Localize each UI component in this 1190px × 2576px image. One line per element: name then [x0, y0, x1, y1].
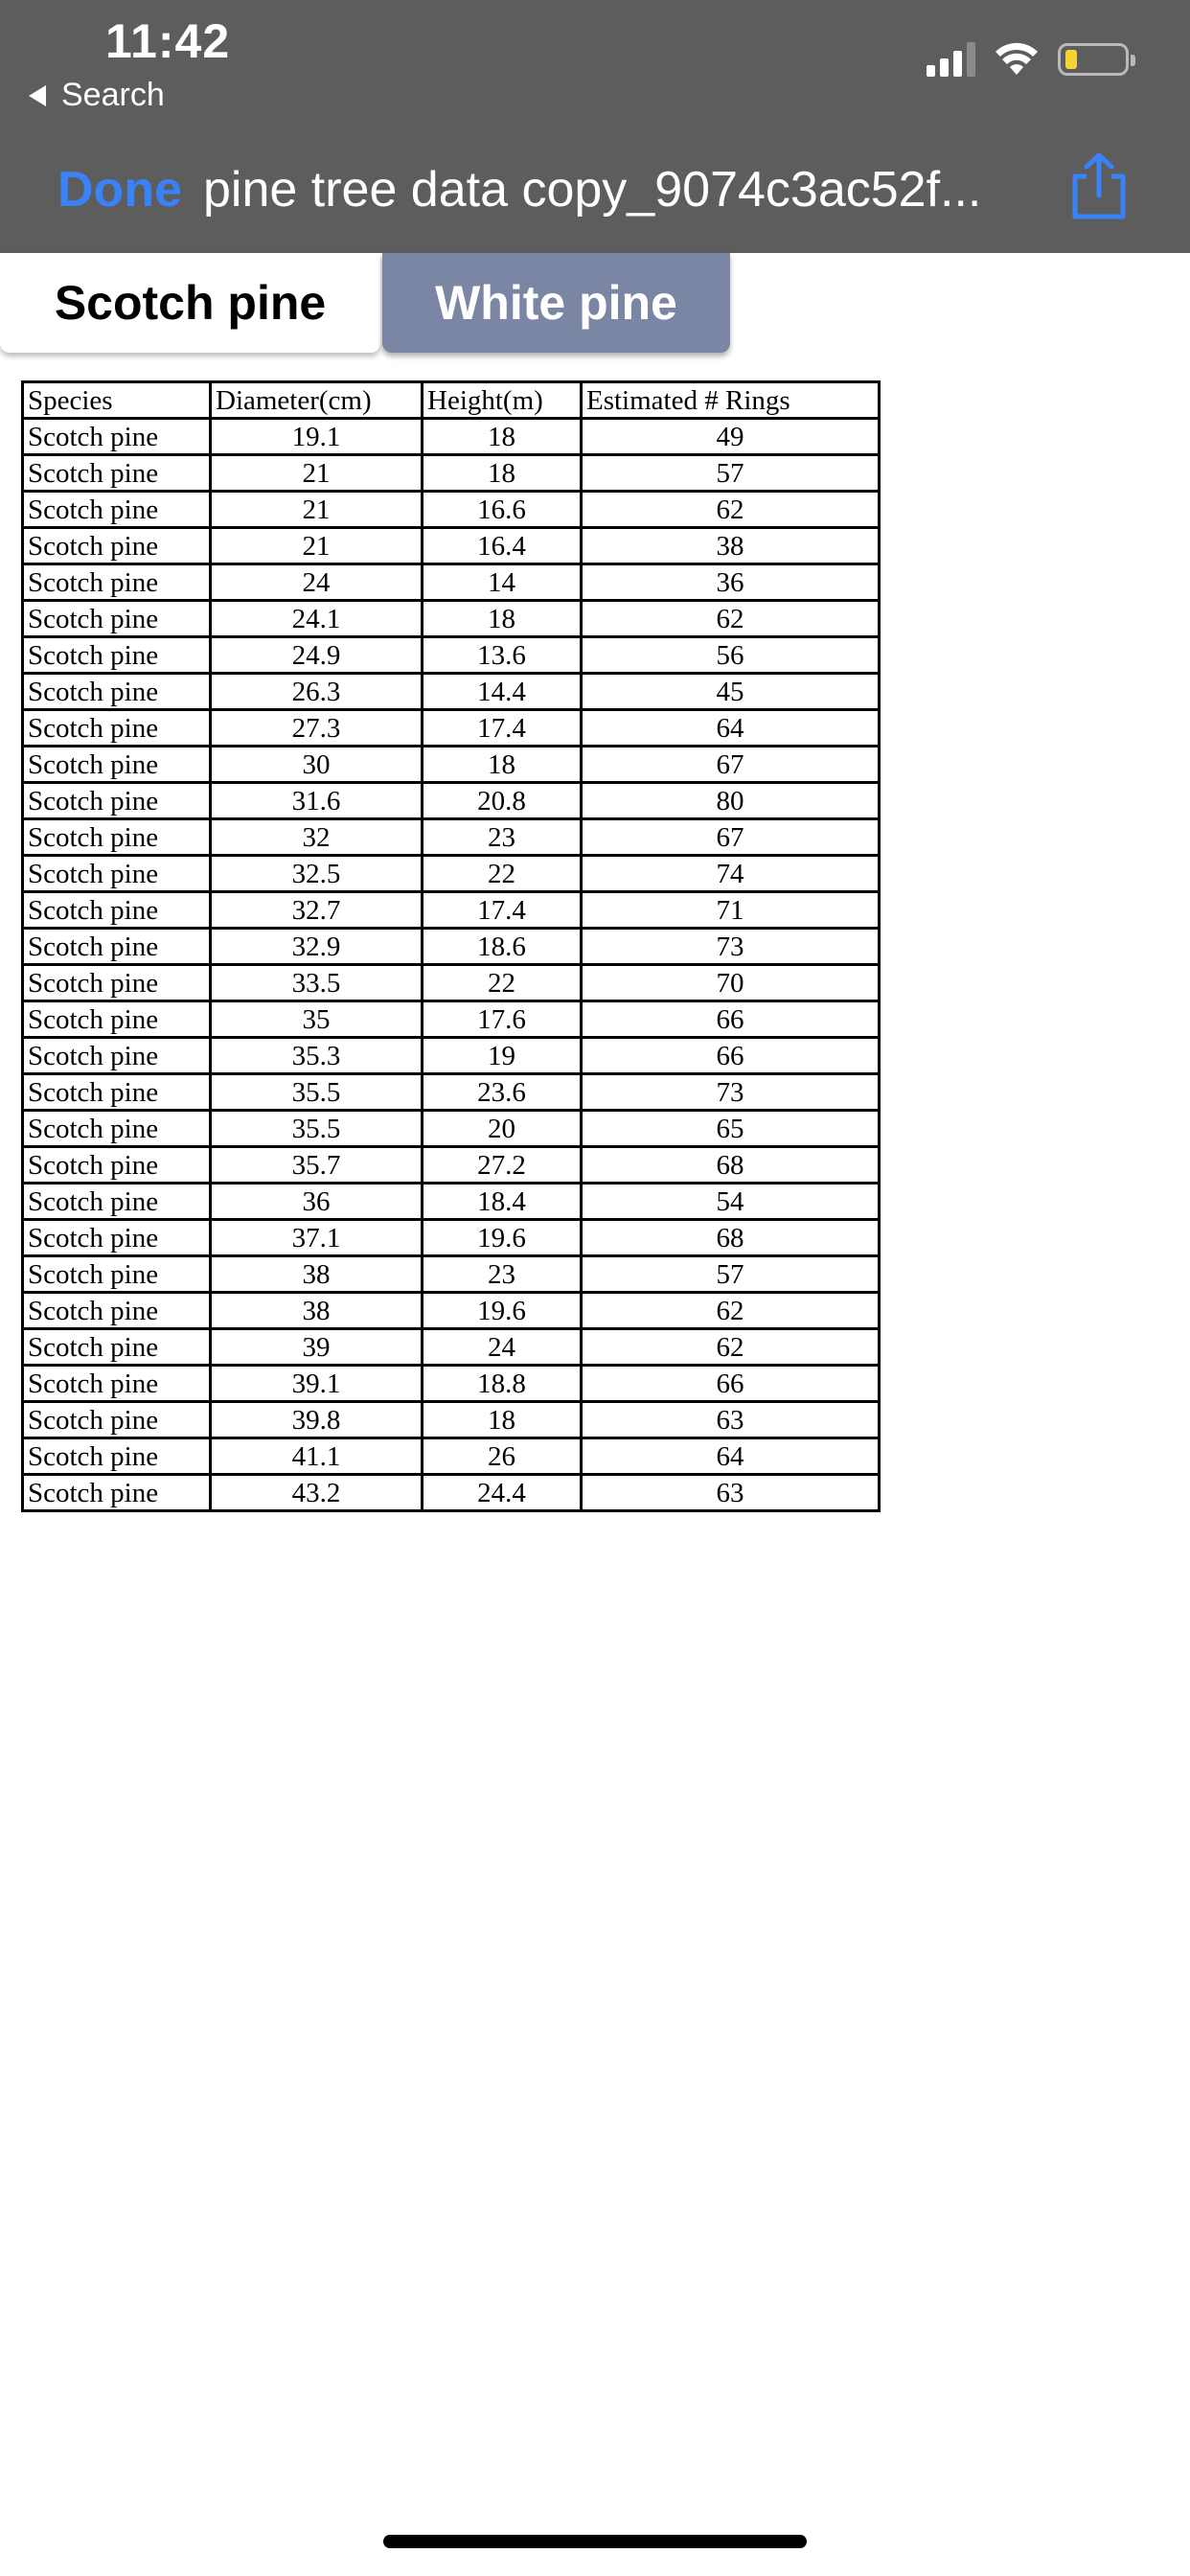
table-cell: 24.1: [211, 601, 423, 637]
home-indicator: [383, 2535, 807, 2548]
table-cell: Scotch pine: [23, 674, 211, 710]
table-cell: Scotch pine: [23, 564, 211, 601]
table-row: [23, 856, 880, 892]
done-button[interactable]: Done: [57, 162, 182, 218]
table-cell: 68: [582, 1220, 880, 1256]
table-cell: 38: [211, 1293, 423, 1329]
table-cell: 13.6: [423, 637, 582, 674]
table-cell: Scotch pine: [23, 1366, 211, 1402]
document-title: pine tree data copy_9074c3ac52f...: [203, 162, 982, 218]
table-cell: 30: [211, 747, 423, 783]
table-cell: Scotch pine: [23, 455, 211, 492]
tab-scotch-pine[interactable]: Scotch pine: [0, 253, 380, 353]
table-cell: 24.4: [423, 1475, 582, 1511]
table-cell: 57: [582, 1256, 880, 1293]
table-cell: 32: [211, 819, 423, 856]
table-cell: 65: [582, 1111, 880, 1147]
table-cell: 35: [211, 1001, 423, 1038]
column-header: Diameter(cm): [211, 382, 423, 419]
table-cell: 21: [211, 528, 423, 564]
table-cell: 45: [582, 674, 880, 710]
table-row: [23, 1438, 880, 1475]
table-row: [23, 1220, 880, 1256]
table-cell: Scotch pine: [23, 856, 211, 892]
table-cell: 62: [582, 601, 880, 637]
table-cell: 39.8: [211, 1402, 423, 1438]
table-cell: Scotch pine: [23, 1329, 211, 1366]
table-cell: 62: [582, 492, 880, 528]
table-cell: 66: [582, 1001, 880, 1038]
table-cell: Scotch pine: [23, 528, 211, 564]
table-cell: 32.9: [211, 929, 423, 965]
table-cell: Scotch pine: [23, 1293, 211, 1329]
table-row: [23, 783, 880, 819]
table-cell: 74: [582, 856, 880, 892]
status-time: 11:42: [105, 14, 231, 68]
table-cell: 31.6: [211, 783, 423, 819]
table-cell: 17.4: [423, 710, 582, 747]
table-row: [23, 419, 880, 455]
table-cell: 19.1: [211, 419, 423, 455]
table-cell: 35.5: [211, 1111, 423, 1147]
table-cell: 19: [423, 1038, 582, 1074]
table-cell: 17.4: [423, 892, 582, 929]
table-row: [23, 1074, 880, 1111]
table-cell: Scotch pine: [23, 892, 211, 929]
table-cell: 22: [423, 856, 582, 892]
table-cell: 56: [582, 637, 880, 674]
table-header-row: [23, 382, 880, 419]
table-cell: 36: [582, 564, 880, 601]
table-row: [23, 1147, 880, 1184]
table-cell: 67: [582, 747, 880, 783]
table-cell: 21: [211, 492, 423, 528]
table-cell: 23: [423, 819, 582, 856]
table-cell: 18: [423, 419, 582, 455]
table-cell: Scotch pine: [23, 1438, 211, 1475]
table-cell: 24: [211, 564, 423, 601]
table-cell: 37.1: [211, 1220, 423, 1256]
table-cell: 71: [582, 892, 880, 929]
table-cell: 19.6: [423, 1293, 582, 1329]
table-cell: Scotch pine: [23, 1220, 211, 1256]
table-cell: 19.6: [423, 1220, 582, 1256]
table-row: [23, 710, 880, 747]
table-cell: Scotch pine: [23, 1074, 211, 1111]
table-row: [23, 1111, 880, 1147]
table-cell: 26: [423, 1438, 582, 1475]
table-cell: 21: [211, 455, 423, 492]
wifi-icon: [995, 42, 1039, 77]
table-cell: 43.2: [211, 1475, 423, 1511]
table-cell: 16.4: [423, 528, 582, 564]
table-row: [23, 929, 880, 965]
table-cell: 35.7: [211, 1147, 423, 1184]
table-cell: Scotch pine: [23, 929, 211, 965]
column-header: Estimated # Rings: [582, 382, 880, 419]
table-cell: Scotch pine: [23, 1111, 211, 1147]
table-cell: 22: [423, 965, 582, 1001]
table-cell: 73: [582, 929, 880, 965]
table-cell: 67: [582, 819, 880, 856]
table-cell: 16.6: [423, 492, 582, 528]
table-cell: Scotch pine: [23, 601, 211, 637]
share-icon[interactable]: [1065, 151, 1133, 220]
table-cell: Scotch pine: [23, 783, 211, 819]
table-cell: 18: [423, 455, 582, 492]
table-row: [23, 528, 880, 564]
status-icons: [927, 42, 1129, 77]
table-row: [23, 637, 880, 674]
table-cell: Scotch pine: [23, 1475, 211, 1511]
table-cell: Scotch pine: [23, 710, 211, 747]
table-cell: 20: [423, 1111, 582, 1147]
pine-data-table: [21, 380, 881, 1512]
table-cell: 14.4: [423, 674, 582, 710]
table-row: [23, 1001, 880, 1038]
table-cell: 39.1: [211, 1366, 423, 1402]
top-bar: [0, 0, 1190, 253]
table-cell: 24.9: [211, 637, 423, 674]
table-cell: 36: [211, 1184, 423, 1220]
table-cell: Scotch pine: [23, 419, 211, 455]
table-row: [23, 564, 880, 601]
table-row: [23, 1402, 880, 1438]
tab-white-pine[interactable]: White pine: [382, 253, 730, 353]
table-cell: 66: [582, 1038, 880, 1074]
table-row: [23, 1293, 880, 1329]
table-cell: 73: [582, 1074, 880, 1111]
table-cell: 39: [211, 1329, 423, 1366]
table-cell: 66: [582, 1366, 880, 1402]
table-cell: 63: [582, 1475, 880, 1511]
table-cell: 27.2: [423, 1147, 582, 1184]
table-cell: Scotch pine: [23, 965, 211, 1001]
table-cell: 18.8: [423, 1366, 582, 1402]
table-cell: 70: [582, 965, 880, 1001]
table-cell: 17.6: [423, 1001, 582, 1038]
table-cell: Scotch pine: [23, 1038, 211, 1074]
table-row: [23, 819, 880, 856]
table-cell: 49: [582, 419, 880, 455]
column-header: Species: [23, 382, 211, 419]
table-cell: 63: [582, 1402, 880, 1438]
table-cell: 18.4: [423, 1184, 582, 1220]
table-row: [23, 674, 880, 710]
table-cell: 62: [582, 1329, 880, 1366]
table-cell: 20.8: [423, 783, 582, 819]
table-cell: 23.6: [423, 1074, 582, 1111]
battery-icon: [1058, 43, 1129, 76]
table-cell: 18: [423, 1402, 582, 1438]
table-row: [23, 455, 880, 492]
table-cell: Scotch pine: [23, 1001, 211, 1038]
table-cell: Scotch pine: [23, 819, 211, 856]
table-cell: 27.3: [211, 710, 423, 747]
table-cell: 26.3: [211, 674, 423, 710]
table-cell: 24: [423, 1329, 582, 1366]
back-to-search-button[interactable]: [29, 77, 165, 114]
table-cell: 23: [423, 1256, 582, 1293]
table-cell: 64: [582, 1438, 880, 1475]
table-cell: 18: [423, 601, 582, 637]
table-cell: Scotch pine: [23, 1184, 211, 1220]
table-row: [23, 892, 880, 929]
table-cell: 32.5: [211, 856, 423, 892]
table-cell: 35.5: [211, 1074, 423, 1111]
table-cell: 54: [582, 1184, 880, 1220]
column-header: Height(m): [423, 382, 582, 419]
table-cell: Scotch pine: [23, 1402, 211, 1438]
table-cell: Scotch pine: [23, 492, 211, 528]
table-cell: 62: [582, 1293, 880, 1329]
table-cell: 64: [582, 710, 880, 747]
table-cell: Scotch pine: [23, 1256, 211, 1293]
table-cell: 41.1: [211, 1438, 423, 1475]
table-row: [23, 1475, 880, 1511]
table-cell: 38: [211, 1256, 423, 1293]
sheet-tabs: [0, 253, 1190, 356]
table-cell: 32.7: [211, 892, 423, 929]
table-row: [23, 1329, 880, 1366]
table-row: [23, 1256, 880, 1293]
table-cell: 18: [423, 747, 582, 783]
table-cell: 35.3: [211, 1038, 423, 1074]
table-cell: Scotch pine: [23, 747, 211, 783]
table-cell: 38: [582, 528, 880, 564]
cellular-signal-icon: [927, 42, 975, 77]
table-row: [23, 1184, 880, 1220]
table-cell: Scotch pine: [23, 1147, 211, 1184]
table-cell: 18.6: [423, 929, 582, 965]
table-cell: 68: [582, 1147, 880, 1184]
table-cell: 33.5: [211, 965, 423, 1001]
back-label: Search: [61, 77, 165, 113]
back-arrow-icon: [29, 85, 46, 106]
table-cell: 80: [582, 783, 880, 819]
table-row: [23, 492, 880, 528]
table-row: [23, 747, 880, 783]
table-row: [23, 1038, 880, 1074]
table-cell: 57: [582, 455, 880, 492]
table-cell: 14: [423, 564, 582, 601]
table-row: [23, 601, 880, 637]
table-cell: Scotch pine: [23, 637, 211, 674]
table-row: [23, 1366, 880, 1402]
table-row: [23, 965, 880, 1001]
